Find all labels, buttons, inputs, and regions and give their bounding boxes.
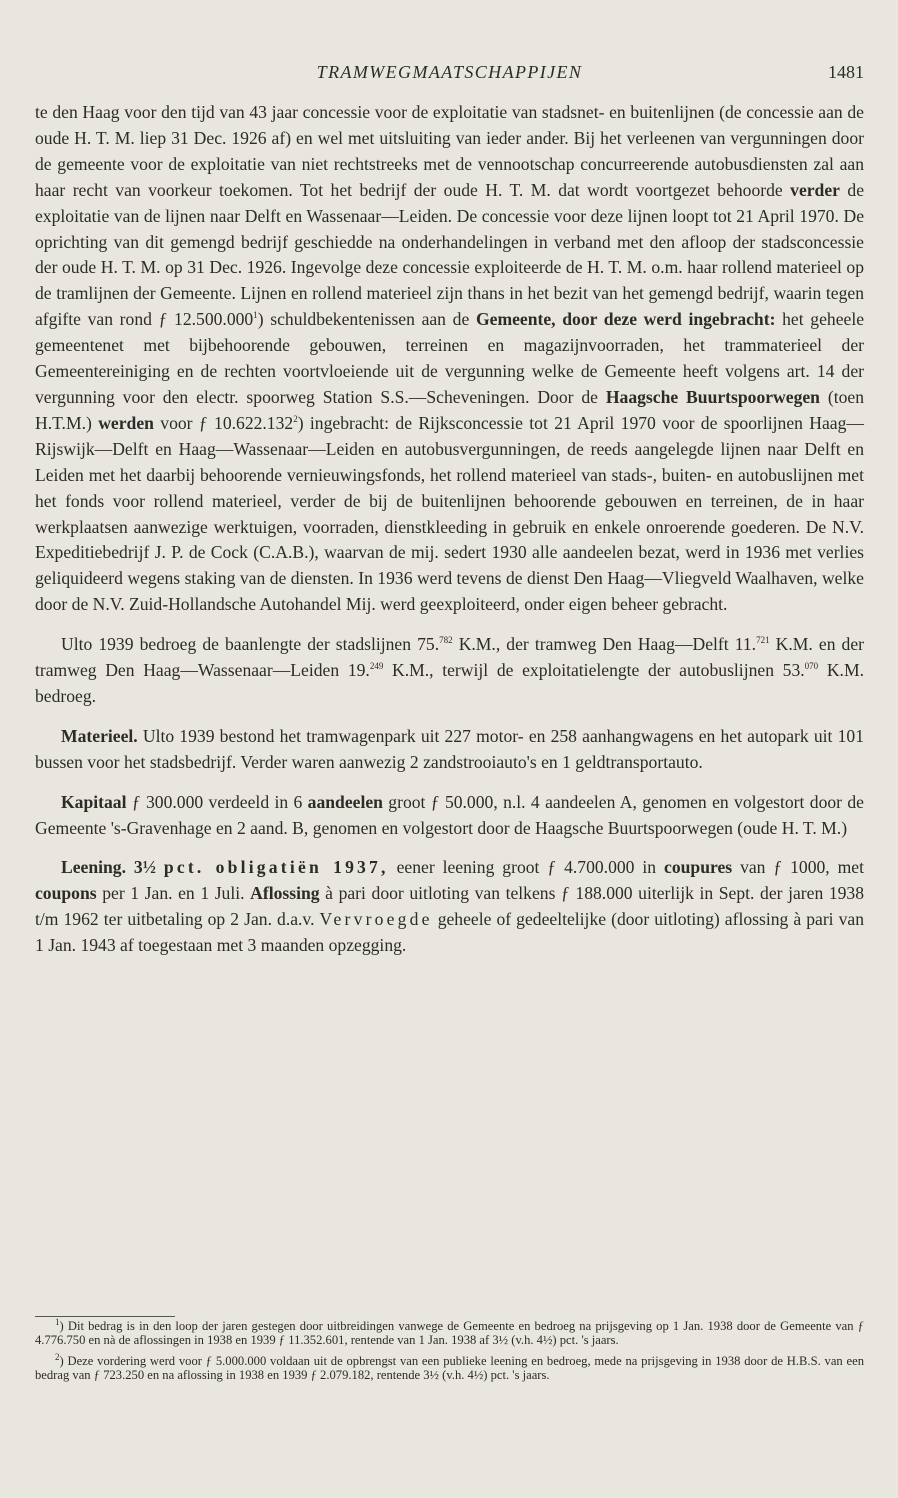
paragraph-kapitaal (35, 790, 864, 842)
text-run: ƒ 300.000 verdeeld in 6 (131, 791, 303, 812)
footnote-text: ) Dit bedrag is in den loop der jaren gestegen door uitbreidingen vanwege de Gemeente en bedroeg na prijsgeving op 1 Jan. 1938 door de Gemeente van ƒ 4.776.750 en nà de aflossingen in 1938 en 1939 ƒ 11.352.601, rentende van 1 Jan. 1938 af 3½ (v.h. 4½) pct. 's jaars. (35, 1319, 864, 1347)
text-run: K.M., terwijl de exploitatielengte der autobuslijnen 53. (392, 660, 805, 681)
text-run: ) ingebracht: de Rijksconcessie tot 21 April 1970 voor de spoorlijnen Haag—Rijswijk—Delft en Haag—Wassenaar—Leiden en autobusvergunningen, de reeds aangelegde lijnen naar Delft en Leiden met het daarbij behoorende vernieuwingsfonds, het rollend materieel van stads-, buiten- en autobuslijnen met het fonds voor rollend materieel, verder de bij de buitenlijnen behoorende gebouwen en terreinen, de in haar werkplaatsen aanwezige werktuigen, voorraden, dienstkleeding in gebruik en enkele onroerende goederen. De N.V. Expeditiebedrijf J. P. de Cock (C.A.B.), waarvan de mij. sedert 1930 alle aandeelen bezat, werd in 1936 met verlies geliquideerd wegens staking van de diensten. In 1936 werd tevens de dienst Den Haag—Vliegveld Waalhaven, welke door de N.V. Zuid-Hollandsche Autohandel Mij. werd geexploiteerd, onder eigen beheer gebracht. (35, 412, 864, 615)
bold-run: verder (790, 179, 840, 200)
text-run: de exploitatie van de lijnen naar Delft en Wassenaar—Leiden. De concessie voor deze lijnen loopt tot 21 April 1970. De oprichting van dit gemengd bedrijf geschiedde na onderhandelingen in verband met den afloop der stadsconcessie der oude H. T. M. op 31 Dec. 1926. Ingevolge deze concessie exploiteerde de H. T. M. o.m. haar rollend materieel op de tramlijnen der Gemeente. Lijnen en rollend materieel zijn thans in het bezit van het gemengd bedrijf, waarin tegen afgifte van rond ƒ 12.500.000 (35, 179, 864, 330)
footnote-mark: 2 (55, 1352, 60, 1362)
text-run: Ulto 1939 bedroeg de baanlengte der stadslijnen 75. (61, 634, 440, 655)
bold-spaced-run: pct. obligatiën 1937, (163, 857, 389, 878)
body-text (35, 100, 864, 959)
footnote-1 (35, 1316, 864, 1347)
text-run: geheele of gedeeltelijke (door uitloting) aflossing à pari van 1 Jan. 1943 af toegestaan met 3 maanden opzegging. (35, 909, 865, 956)
text-run: te den Haag voor den tijd van 43 jaar concessie voor de exploitatie van stadsnet- en buitenlijnen (de concessie aan de oude H. T. M. liep 31 Dec. 1926 af) en wel met uitsluiting van ieder ander. Bij het verleenen van vergunningen door de gemeente voor de exploitatie van niet rechtstreeks met de vennootschap concurreerende autobusdiensten zal aan haar recht van voorkeur toekomen. Tot het bedrijf der oude H. T. M. dat wordt voortgezet behoorde (35, 102, 864, 200)
bold-run: werden (98, 412, 154, 433)
text-run: K.M., der tramweg Den Haag—Delft 11. (458, 634, 757, 655)
decimal-superscript: 721 (756, 635, 770, 646)
footnote-2 (35, 1352, 864, 1382)
footnotes (35, 1316, 864, 1390)
paragraph-leening (35, 855, 864, 959)
text-run: ) schuldbekentenissen aan de (257, 309, 470, 330)
text-run: groot ƒ 50.000, n.l. 4 aandeelen A, genomen en volgestort door de Gemeente 's-Gravenhage en 2 aand. B, genomen en volgestort door de Haagsche Buurtspoorwegen (oude H. T. M.) (35, 791, 864, 838)
bold-run: aandeelen (307, 791, 383, 812)
text-run: het geheele gemeentenet met bijbehoorende gebouwen, terreinen en magazijnvoorraden, het trammaterieel der Gemeentereiniging en de rechten voortvloeiende uit de vergunning welke de Gemeente heeft volgens art. 14 der vergunning voor den electr. spoorweg Station S.S.—Scheveningen. Door de (35, 309, 865, 407)
bold-run: Haagsche Buurtspoorwegen (605, 386, 820, 407)
footnote-ref: 1 (253, 310, 258, 321)
text-run: van ƒ 1000, met (740, 857, 865, 878)
text-run: K.M. bedroeg. (35, 660, 864, 706)
running-title: TRAMWEGMAATSCHAPPIJEN (316, 62, 583, 82)
decimal-superscript: 782 (439, 635, 453, 646)
paragraph-track-length (35, 632, 864, 710)
text-run: Ulto 1939 bestond het tramwagenpark uit 227 motor- en 258 aanhangwagens en het autopark uit 101 bussen voor het stadsbedrijf. Verder waren aanwezig 2 zandstrooiauto's en 1 geldtransportauto. (35, 725, 864, 772)
decimal-superscript: 249 (369, 661, 384, 672)
bold-run: Gemeente, door deze werd ingebracht: (475, 309, 776, 330)
text-run: K.M. en der tramweg Den Haag—Wassenaar—Leiden 19. (35, 634, 865, 681)
bold-run: coupures (664, 857, 733, 878)
footnote-ref: 2 (293, 414, 298, 425)
section-label: Leening. 3½ (61, 857, 156, 878)
text-run: (toen H.T.M.) (35, 386, 864, 433)
bold-run: Aflossing (250, 883, 320, 904)
section-label: Materieel. (61, 725, 138, 746)
footnote-mark: 1 (55, 1316, 60, 1327)
paragraph-materieel (35, 724, 864, 776)
text-run: eener leening groot ƒ 4.700.000 in (396, 857, 657, 878)
text-run: per 1 Jan. en 1 Juli. (102, 883, 245, 904)
bold-run: coupons (35, 883, 97, 904)
footnote-text: ) Deze vordering werd voor ƒ 5.000.000 voldaan uit de opbrengst van een publieke leening en bedroeg, mede na prijsgeving in 1938 door de H.B.S. van een bedrag van ƒ 723.250 en na aflossing in 1938 en 1939 ƒ 2.079.182, rentende 3½ (v.h. 4½) pct. 's jaars. (35, 1354, 864, 1382)
section-label: Kapitaal (61, 791, 127, 812)
spaced-run: Vervroegde (319, 909, 433, 930)
decimal-superscript: 070 (804, 661, 819, 672)
page-number: 1481 (828, 62, 864, 82)
page-header (35, 62, 864, 88)
text-run: voor ƒ 10.622.132 (160, 412, 294, 433)
text-run: à pari door uitloting van telkens ƒ 188.000 uiterlijk in Sept. der jaren 1938 t/m 1962 ter uitbetaling op 2 Jan. d.a.v. (35, 883, 865, 930)
paragraph-concession (35, 100, 864, 618)
